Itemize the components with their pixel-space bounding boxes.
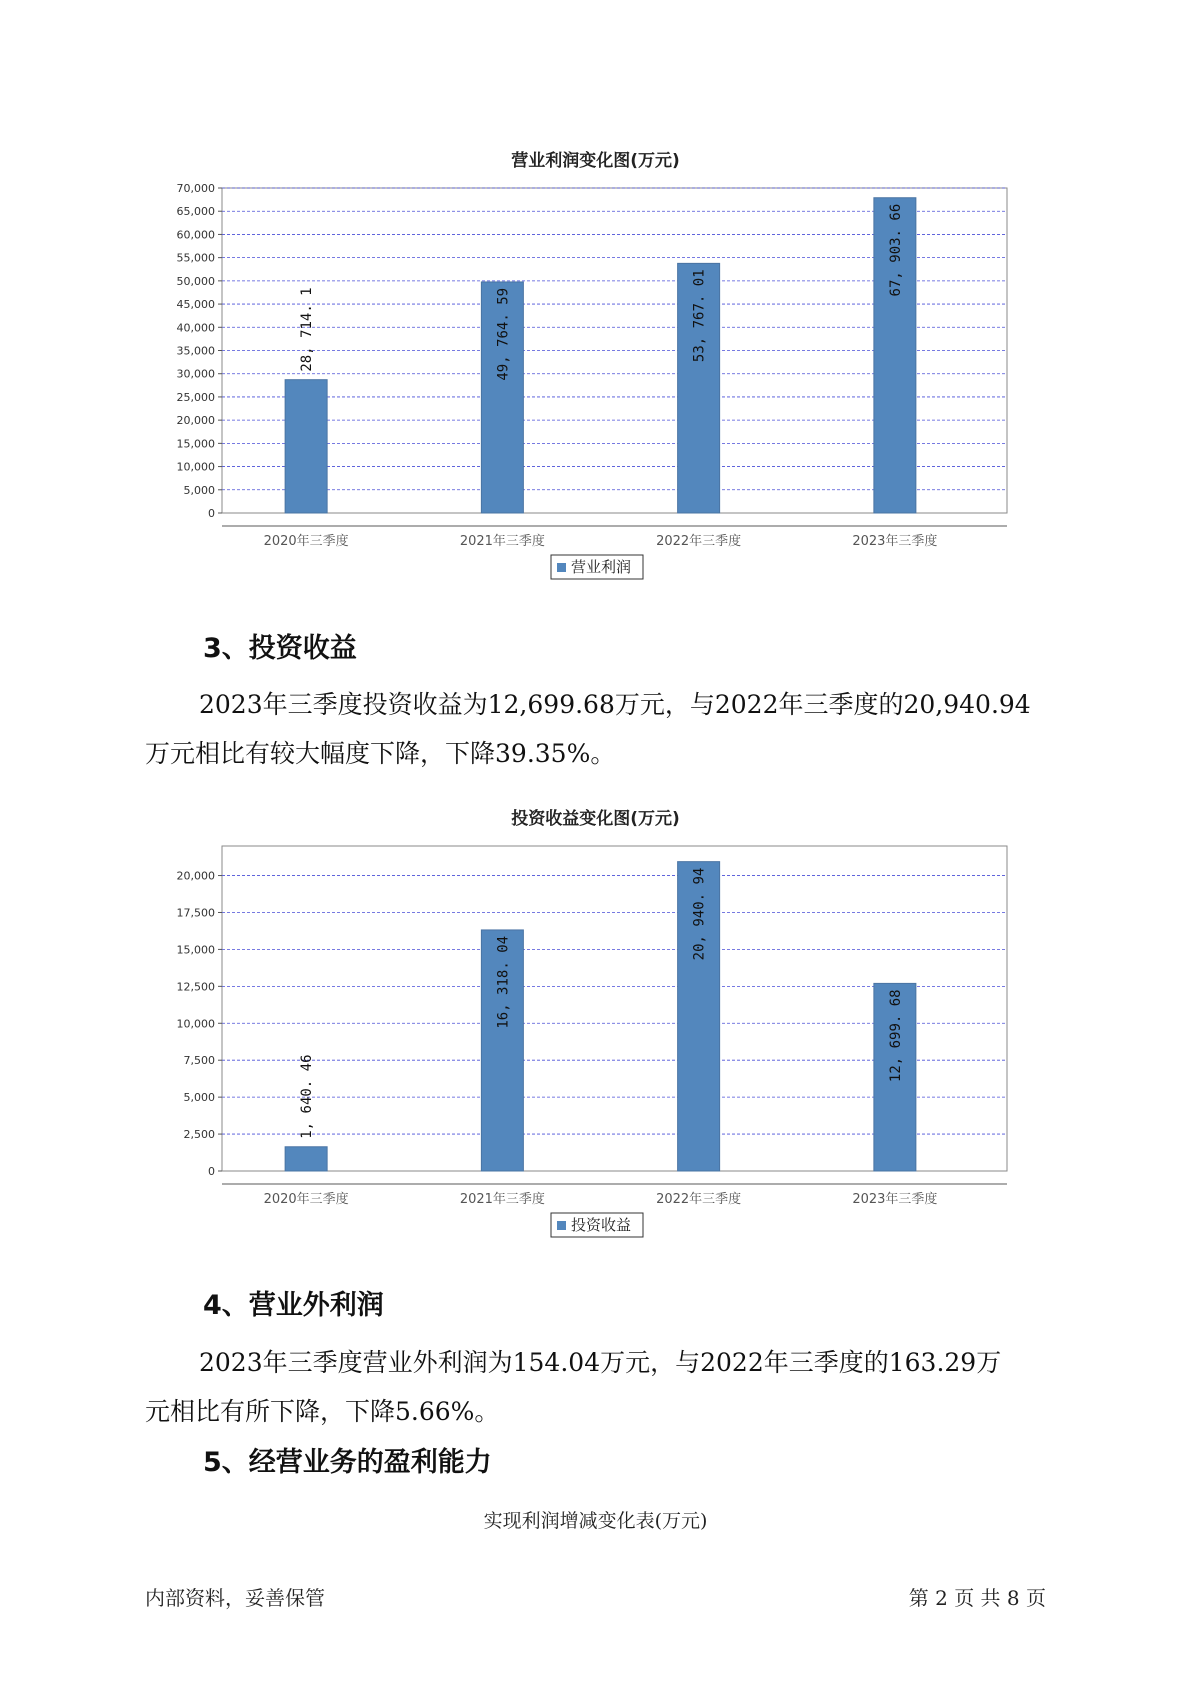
bar bbox=[285, 380, 327, 513]
y-tick-label: 15,000 bbox=[176, 437, 215, 451]
data-label: 1, 640. 46 bbox=[299, 1054, 316, 1139]
y-tick-label: 70,000 bbox=[176, 182, 215, 195]
y-tick-label: 0 bbox=[208, 507, 215, 520]
x-tick-label: 2020年三季度 bbox=[263, 534, 349, 549]
legend-swatch bbox=[557, 563, 566, 572]
section-heading-investment-income: 3、投资收益 bbox=[203, 633, 357, 664]
investment-income-chart bbox=[0, 836, 1191, 1246]
y-tick-label: 55,000 bbox=[176, 251, 215, 265]
legend-swatch bbox=[557, 1221, 566, 1230]
chart-title: 营业利润变化图(万元) bbox=[511, 151, 680, 171]
footer-confidential-note: 内部资料，妥善保管 bbox=[145, 1586, 325, 1610]
section-heading-non-operating-profit: 4、营业外利润 bbox=[203, 1290, 384, 1321]
data-label: 67, 903. 66 bbox=[887, 203, 904, 297]
y-tick-label: 45,000 bbox=[176, 298, 215, 312]
legend-label: 投资收益 bbox=[571, 1216, 632, 1234]
footer-page-number: 第 2 页 共 8 页 bbox=[908, 1586, 1046, 1610]
y-tick-label: 5,000 bbox=[183, 1091, 215, 1105]
data-label: 28, 714. 1 bbox=[299, 287, 316, 372]
y-tick-label: 60,000 bbox=[176, 228, 215, 242]
x-tick-label: 2023年三季度 bbox=[852, 1192, 938, 1207]
legend-label: 营业利润 bbox=[571, 558, 632, 576]
paragraph-line: 万元相比有较大幅度下降，下降39.35%。 bbox=[145, 739, 616, 768]
y-tick-label: 2,500 bbox=[183, 1128, 215, 1142]
data-label: 20, 940. 94 bbox=[691, 867, 708, 961]
y-tick-label: 5,000 bbox=[183, 483, 215, 497]
chart-title: 投资收益变化图(万元) bbox=[511, 809, 680, 829]
x-tick-label: 2022年三季度 bbox=[656, 534, 742, 549]
y-tick-label: 15,000 bbox=[176, 943, 215, 957]
y-tick-label: 40,000 bbox=[176, 321, 215, 335]
paragraph-line: 元相比有所下降，下降5.66%。 bbox=[145, 1397, 500, 1426]
y-tick-label: 12,500 bbox=[176, 980, 215, 994]
section-heading-profitability: 5、经营业务的盈利能力 bbox=[203, 1447, 492, 1478]
y-tick-label: 20,000 bbox=[176, 414, 215, 428]
data-label: 53, 767. 01 bbox=[691, 269, 708, 363]
data-label: 49, 764. 59 bbox=[495, 287, 512, 381]
paragraph-line: 2023年三季度营业外利润为154.04万元，与2022年三季度的163.29万 bbox=[199, 1348, 1002, 1377]
paragraph-non-operating-profit bbox=[145, 1338, 1065, 1436]
paragraph-line: 2023年三季度投资收益为12,699.68万元，与2022年三季度的20,940.94 bbox=[199, 690, 1031, 719]
y-tick-label: 65,000 bbox=[176, 205, 215, 219]
table-caption: 实现利润增减变化表(万元) bbox=[483, 1510, 708, 1532]
y-tick-label: 50,000 bbox=[176, 274, 215, 288]
x-tick-label: 2023年三季度 bbox=[852, 534, 938, 549]
x-tick-label: 2022年三季度 bbox=[656, 1192, 742, 1207]
y-tick-label: 25,000 bbox=[176, 390, 215, 404]
y-tick-label: 7,500 bbox=[183, 1054, 215, 1068]
x-tick-label: 2021年三季度 bbox=[459, 1192, 545, 1207]
data-label: 16, 318. 04 bbox=[495, 935, 512, 1029]
y-tick-label: 17,500 bbox=[176, 906, 215, 920]
y-tick-label: 35,000 bbox=[176, 344, 215, 358]
paragraph-investment-income bbox=[145, 680, 1065, 778]
y-tick-label: 20,000 bbox=[176, 869, 215, 883]
bar bbox=[285, 1147, 327, 1171]
y-tick-label: 10,000 bbox=[176, 1017, 215, 1031]
y-tick-label: 30,000 bbox=[176, 367, 215, 381]
y-tick-label: 0 bbox=[208, 1165, 215, 1178]
y-tick-label: 10,000 bbox=[176, 460, 215, 474]
data-label: 12, 699. 68 bbox=[887, 989, 904, 1083]
x-tick-label: 2020年三季度 bbox=[263, 1192, 349, 1207]
operating-profit-chart bbox=[0, 178, 1191, 588]
x-tick-label: 2021年三季度 bbox=[459, 534, 545, 549]
